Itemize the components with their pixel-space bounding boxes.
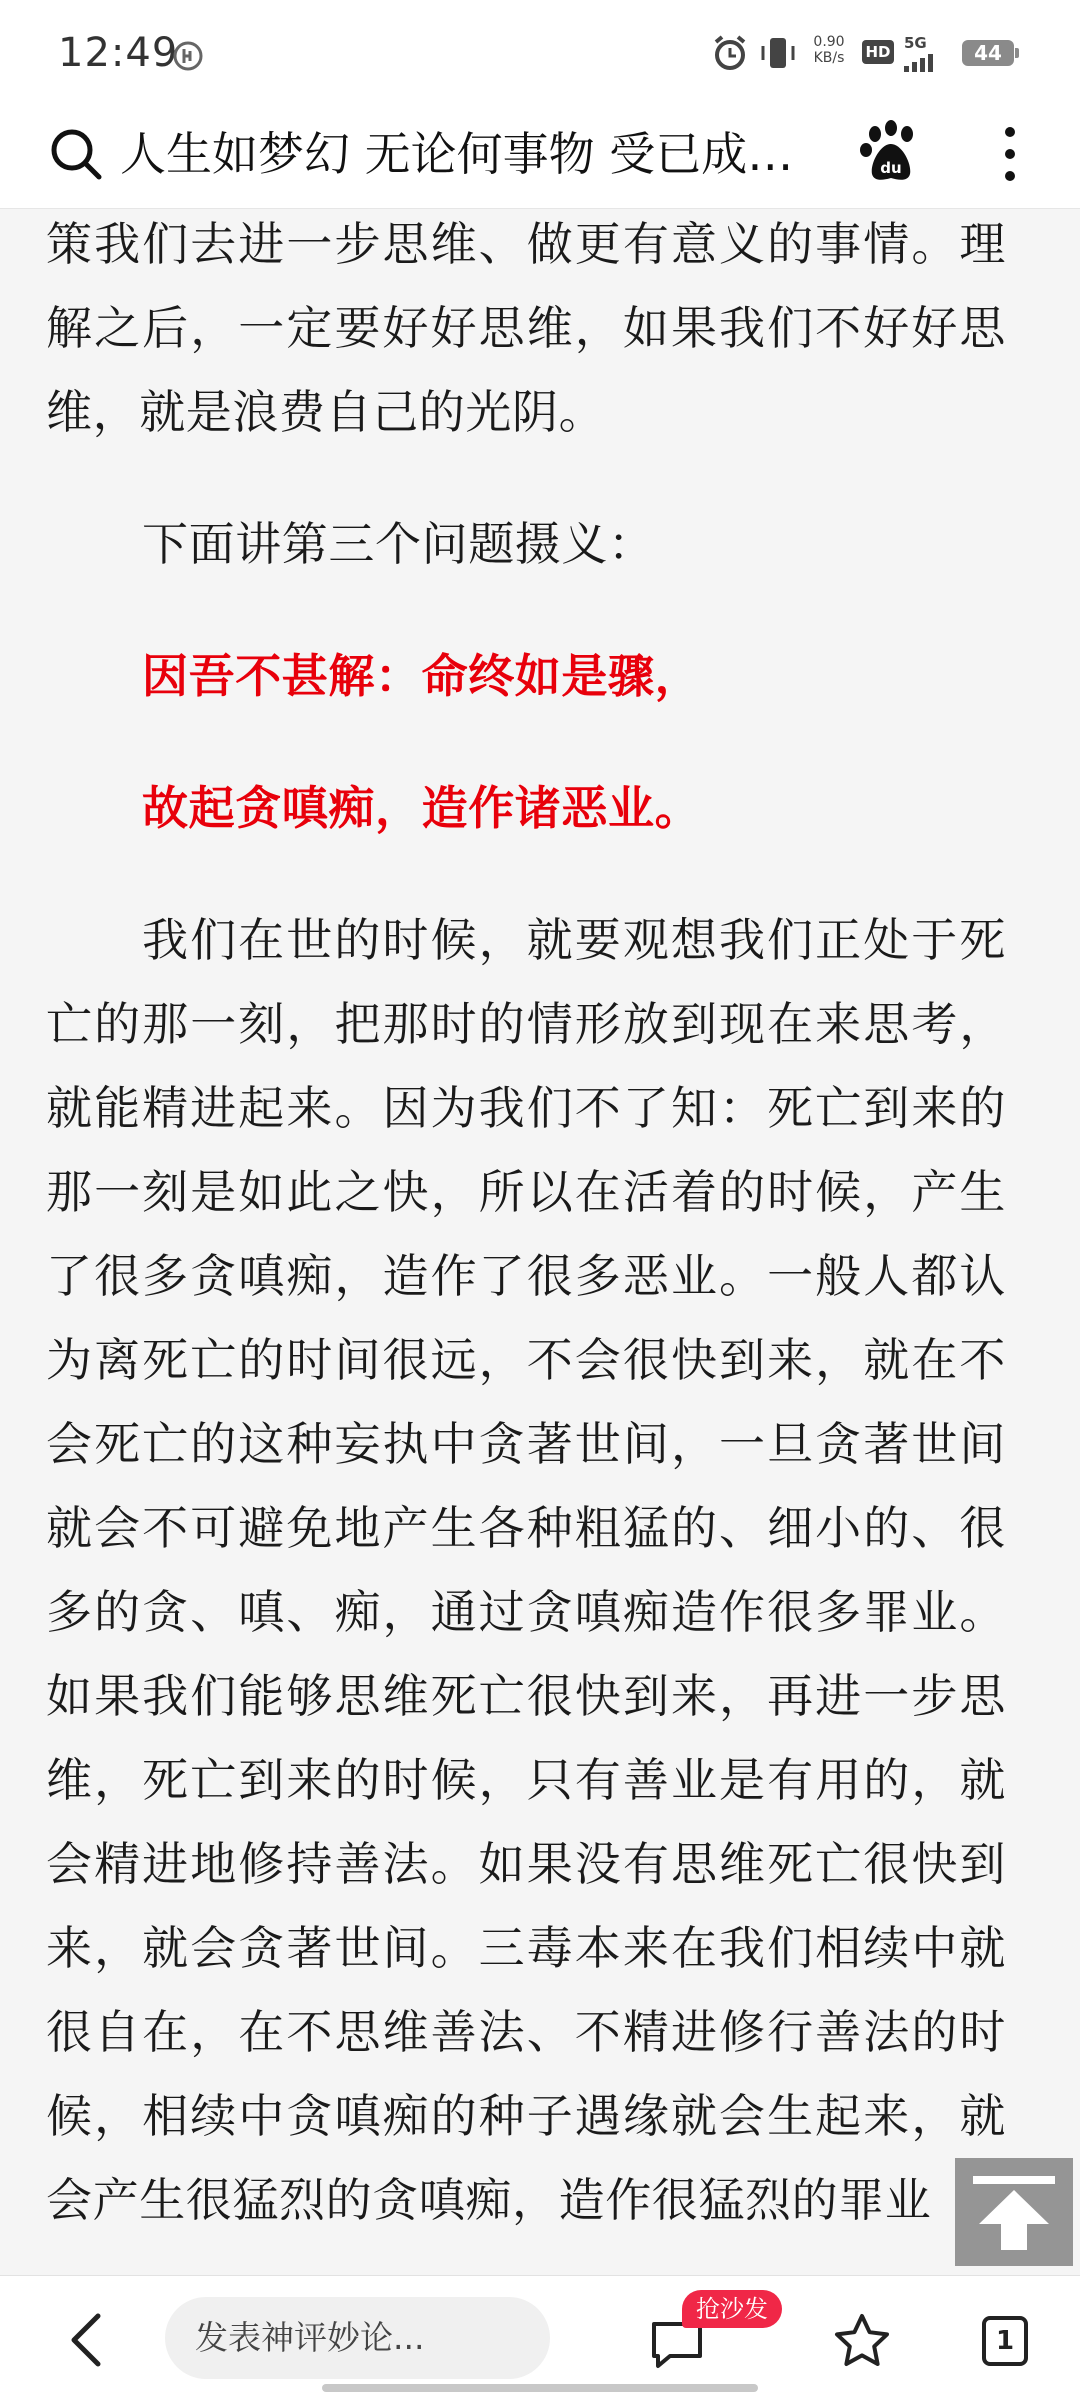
- notification-icon: [172, 40, 204, 72]
- star-icon[interactable]: [832, 2312, 892, 2370]
- status-right: [712, 34, 1022, 74]
- verse-line: 故起贪嗔痴，造作诸恶业。: [142, 781, 702, 835]
- search-icon[interactable]: [48, 126, 104, 182]
- battery-indicator: 44: [962, 40, 1014, 66]
- article-content: [0, 209, 1080, 2275]
- net-speed: [806, 34, 852, 66]
- more-vertical-icon[interactable]: [996, 124, 1024, 184]
- bottom-toolbar: [0, 2275, 1080, 2401]
- tabs-icon[interactable]: 1: [982, 2316, 1028, 2366]
- svg-text:du: du: [880, 159, 902, 177]
- baidu-paw-icon[interactable]: [858, 120, 924, 186]
- net-speed-value: 0.90: [813, 34, 845, 50]
- back-to-top-button[interactable]: [955, 2158, 1073, 2266]
- search-query-title[interactable]: 人生如梦幻 无论何事物 受已成…: [120, 127, 794, 181]
- sofa-badge[interactable]: 抢沙发: [682, 2290, 782, 2328]
- network-label: 5G: [904, 34, 927, 52]
- status-bar: [0, 0, 1080, 100]
- hd-badge: HD: [862, 40, 894, 64]
- vibrate-icon: [758, 34, 798, 72]
- article-paragraph: 下面讲第三个问题摄义：: [142, 517, 655, 571]
- signal-bars-icon: [904, 52, 944, 72]
- battery-tip: [1015, 48, 1019, 58]
- back-arrow-icon[interactable]: [64, 2310, 108, 2370]
- article-paragraph: 策我们去进一步思维、做更有意义的事情。理解之后，一定要好好思维，如果我们不好好思维，就是浪费自己的光阴。: [46, 217, 1006, 439]
- home-indicator[interactable]: [322, 2384, 758, 2392]
- verse-line: 因吾不甚解：命终如是骤，: [142, 649, 702, 703]
- search-header: [0, 100, 1080, 209]
- signal-indicator: [904, 34, 927, 52]
- back-to-top-icon: [955, 2158, 1073, 2266]
- comment-input[interactable]: 发表神评妙论...: [165, 2297, 550, 2379]
- status-time: 12:49: [58, 30, 179, 76]
- alarm-icon: [712, 34, 748, 72]
- net-speed-unit: KB/s: [813, 50, 845, 66]
- article-paragraph: 我们在世的时候，就要观想我们正处于死亡的那一刻，把那时的情形放到现在来思考，就能精进起来。因为我们不了知：死亡到来的那一刻是如此之快，所以在活着的时候，产生了很多贪嗔痴，造作了很多恶业。一般人都认为离死亡的时间很远，不会很快到来，就在不会死亡的这种妄执中贪著世间，一旦贪著世间就会不可避免地产生各种粗猛的、细小的、很多的贪、嗔、痴，通过贪嗔痴造作很多罪业。如果我们能够思维死亡很快到来，再进一步思维，死亡到来的时候，只有善业是有用的，就会精进地修持善法。如果没有思维死亡很快到来，就会贪著世间。三毒本来在我们相续中就很自在，在不思维善法、不精进修行善法的时候，相续中贪嗔痴的种子遇缘就会生起来，就会产生很猛烈的贪嗔痴，造作很猛烈的罪业: [46, 913, 1006, 2227]
